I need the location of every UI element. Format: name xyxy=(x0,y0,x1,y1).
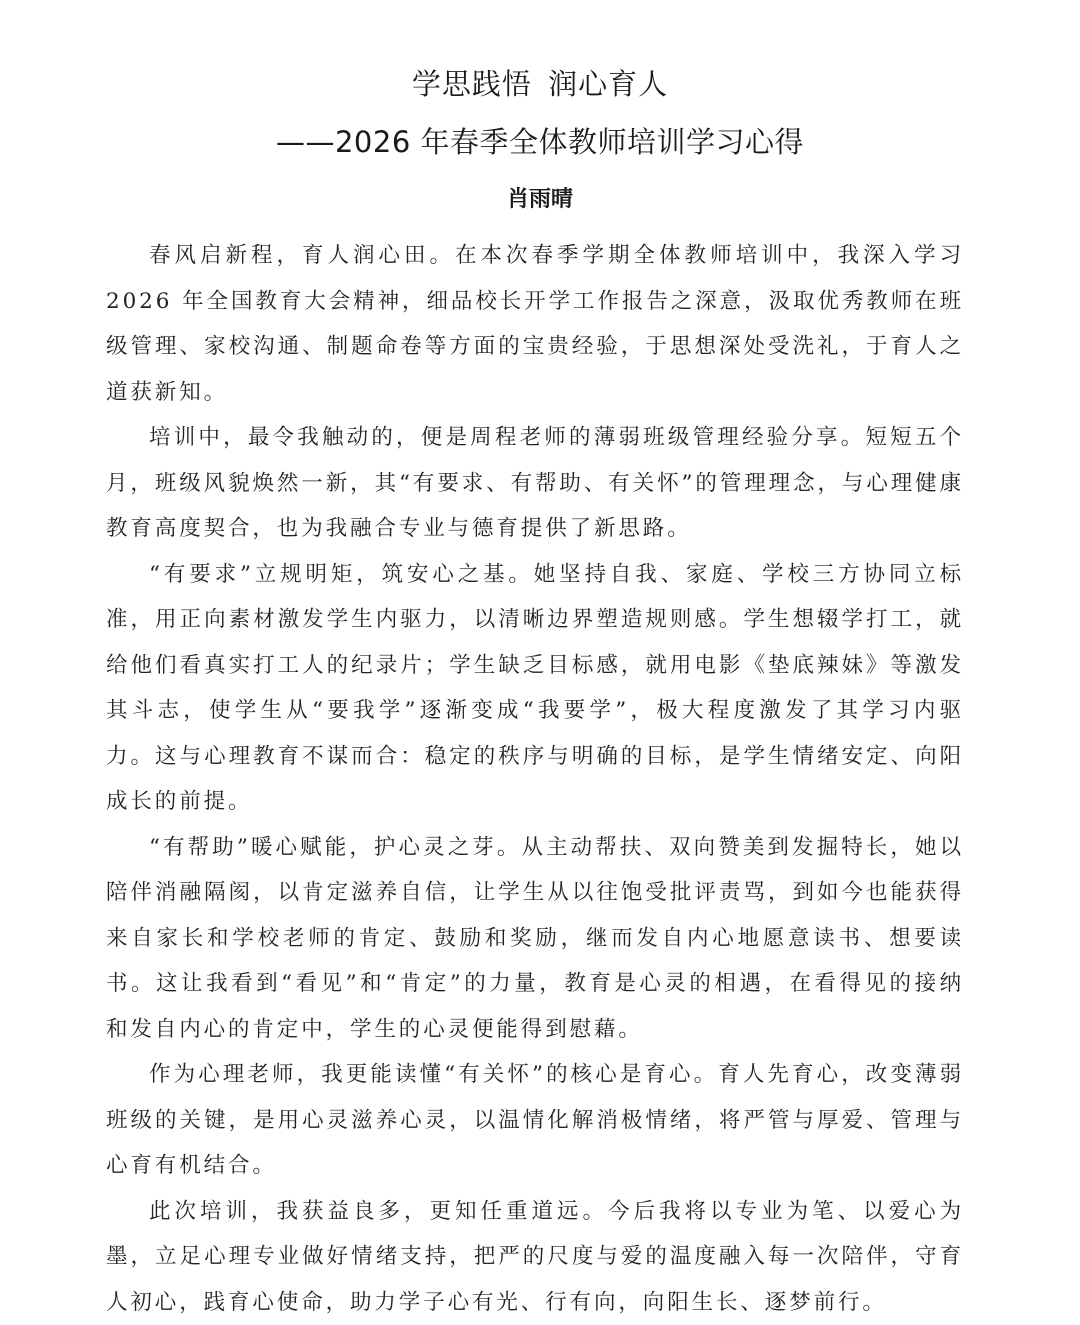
author-name: 肖雨晴 xyxy=(0,182,1080,213)
document-body xyxy=(106,233,964,1325)
paragraph-help: “有帮助”暖心赋能，护心灵之芽。从主动帮扶、双向赞美到发掘特长，她以陪伴消融隔阂，以肯定滋养自信，让学生从以往饱受批评责骂，到如今也能获得来自家长和学校老师的肯定、鼓励和奖励，继而发自内心地愿意读书、想要读书。这让我看到“看见”和“肯定”的力量，教育是心灵的相遇，在看得见的接纳和发自内心的肯定中，学生的心灵便能得到慰藉。 xyxy=(106,825,964,1053)
paragraph-care: 作为心理老师，我更能读懂“有关怀”的核心是育心。育人先育心，改变薄弱班级的关键，是用心灵滋养心灵，以温情化解消极情绪，将严管与厚爱、管理与心育有机结合。 xyxy=(106,1052,964,1189)
paragraph-conclusion: 此次培训，我获益良多，更知任重道远。今后我将以专业为笔、以爱心为墨，立足心理专业做好情绪支持，把严的尺度与爱的温度融入每一次陪伴，守育人初心，践育心使命，助力学子心有光、行有向，向阳生长、逐梦前行。 xyxy=(106,1189,964,1325)
paragraph-intro: 春风启新程，育人润心田。在本次春季学期全体教师培训中，我深入学习 2026 年全国教育大会精神，细品校长开学工作报告之深意，汲取优秀教师在班级管理、家校沟通、制题命卷等方面的宝贵经验，于思想深处受洗礼，于育人之道获新知。 xyxy=(106,233,964,415)
document-subtitle: ——2026 年春季全体教师培训学习心得 xyxy=(0,120,1080,161)
document-title: 学思践悟 润心育人 xyxy=(0,62,1080,103)
paragraph-training-impression: 培训中，最令我触动的，便是周程老师的薄弱班级管理经验分享。短短五个月，班级风貌焕然一新，其“有要求、有帮助、有关怀”的管理理念，与心理健康教育高度契合，也为我融合专业与德育提供了新思路。 xyxy=(106,415,964,552)
paragraph-requirements: “有要求”立规明矩，筑安心之基。她坚持自我、家庭、学校三方协同立标准，用正向素材激发学生内驱力，以清晰边界塑造规则感。学生想辍学打工，就给他们看真实打工人的纪录片；学生缺乏目标感，就用电影《垫底辣妹》等激发其斗志，使学生从“要我学”逐渐变成“我要学”，极大程度激发了其学习内驱力。这与心理教育不谋而合：稳定的秩序与明确的目标，是学生情绪安定、向阳成长的前提。 xyxy=(106,552,964,825)
